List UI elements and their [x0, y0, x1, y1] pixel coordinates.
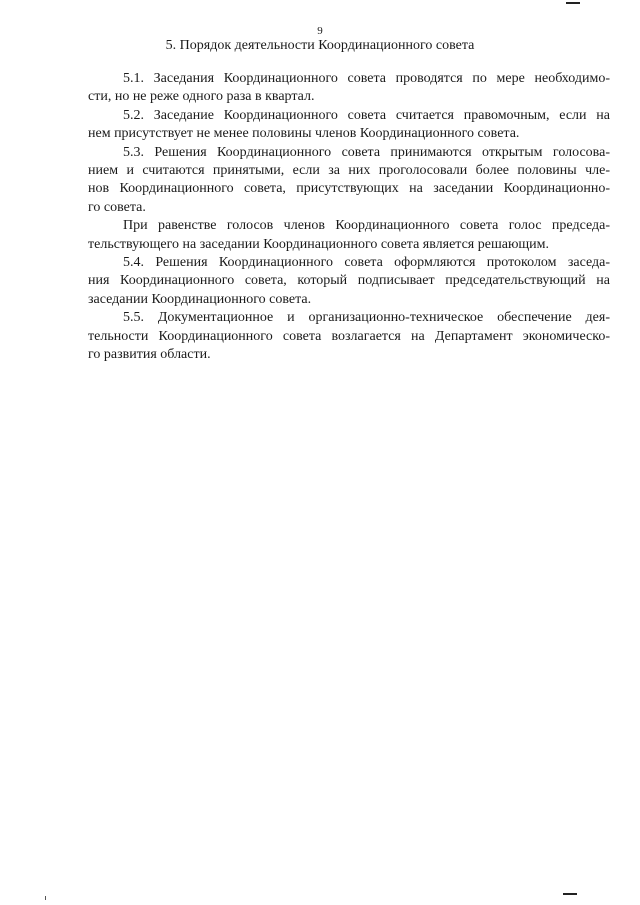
document-body [88, 70, 610, 365]
scan-mark-top [566, 2, 580, 4]
text-line: 5.4. Решения Координационного совета оформляются протоколом заседа- [123, 255, 610, 271]
text-line: го развития области. [88, 347, 211, 363]
paragraph-tie-vote [88, 217, 610, 254]
text-line: тельствующего на заседании Координационного совета является решающим. [88, 236, 550, 252]
paragraph-5-1 [88, 70, 610, 107]
text-line: ния Координационного совета, который подписывает председательствующий на [88, 273, 610, 289]
paragraph-5-3 [88, 144, 610, 218]
scan-speck [45, 896, 46, 900]
paragraph-5-2 [88, 107, 610, 144]
text-line: 5.2. Заседание Координационного совета считается правомочным, если на [123, 107, 610, 123]
text-line: При равенстве голосов членов Координационного совета голос председа- [123, 218, 610, 234]
text-line: 5.3. Решения Координационного совета принимаются открытым голосова- [123, 144, 610, 160]
text-line: го совета. [88, 199, 146, 215]
text-line: 5.5. Документационное и организационно-техническое обеспечение дея- [123, 310, 610, 326]
page-number: 9 [317, 25, 323, 37]
text-line: нов Координационного совета, присутствующих на заседании Координационно- [88, 181, 610, 197]
text-line: нием и считаются принятыми, если за них проголосовали более половины чле- [88, 163, 610, 179]
text-line: нем присутствует не менее половины членов Координационного совета. [88, 126, 520, 142]
text-line: сти, но не реже одного раза в квартал. [88, 89, 315, 105]
paragraph-5-4 [88, 254, 610, 309]
text-line: тельности Координационного совета возлагается на Департамент экономическо- [88, 328, 610, 344]
paragraph-5-5 [88, 309, 610, 364]
text-line: заседании Координационного совета. [88, 291, 312, 307]
text-line: 5.1. Заседания Координационного совета проводятся по мере необходимо- [123, 71, 610, 86]
section-title: 5. Порядок деятельности Координационного совета [165, 38, 475, 53]
scan-mark-bottom [563, 893, 577, 895]
